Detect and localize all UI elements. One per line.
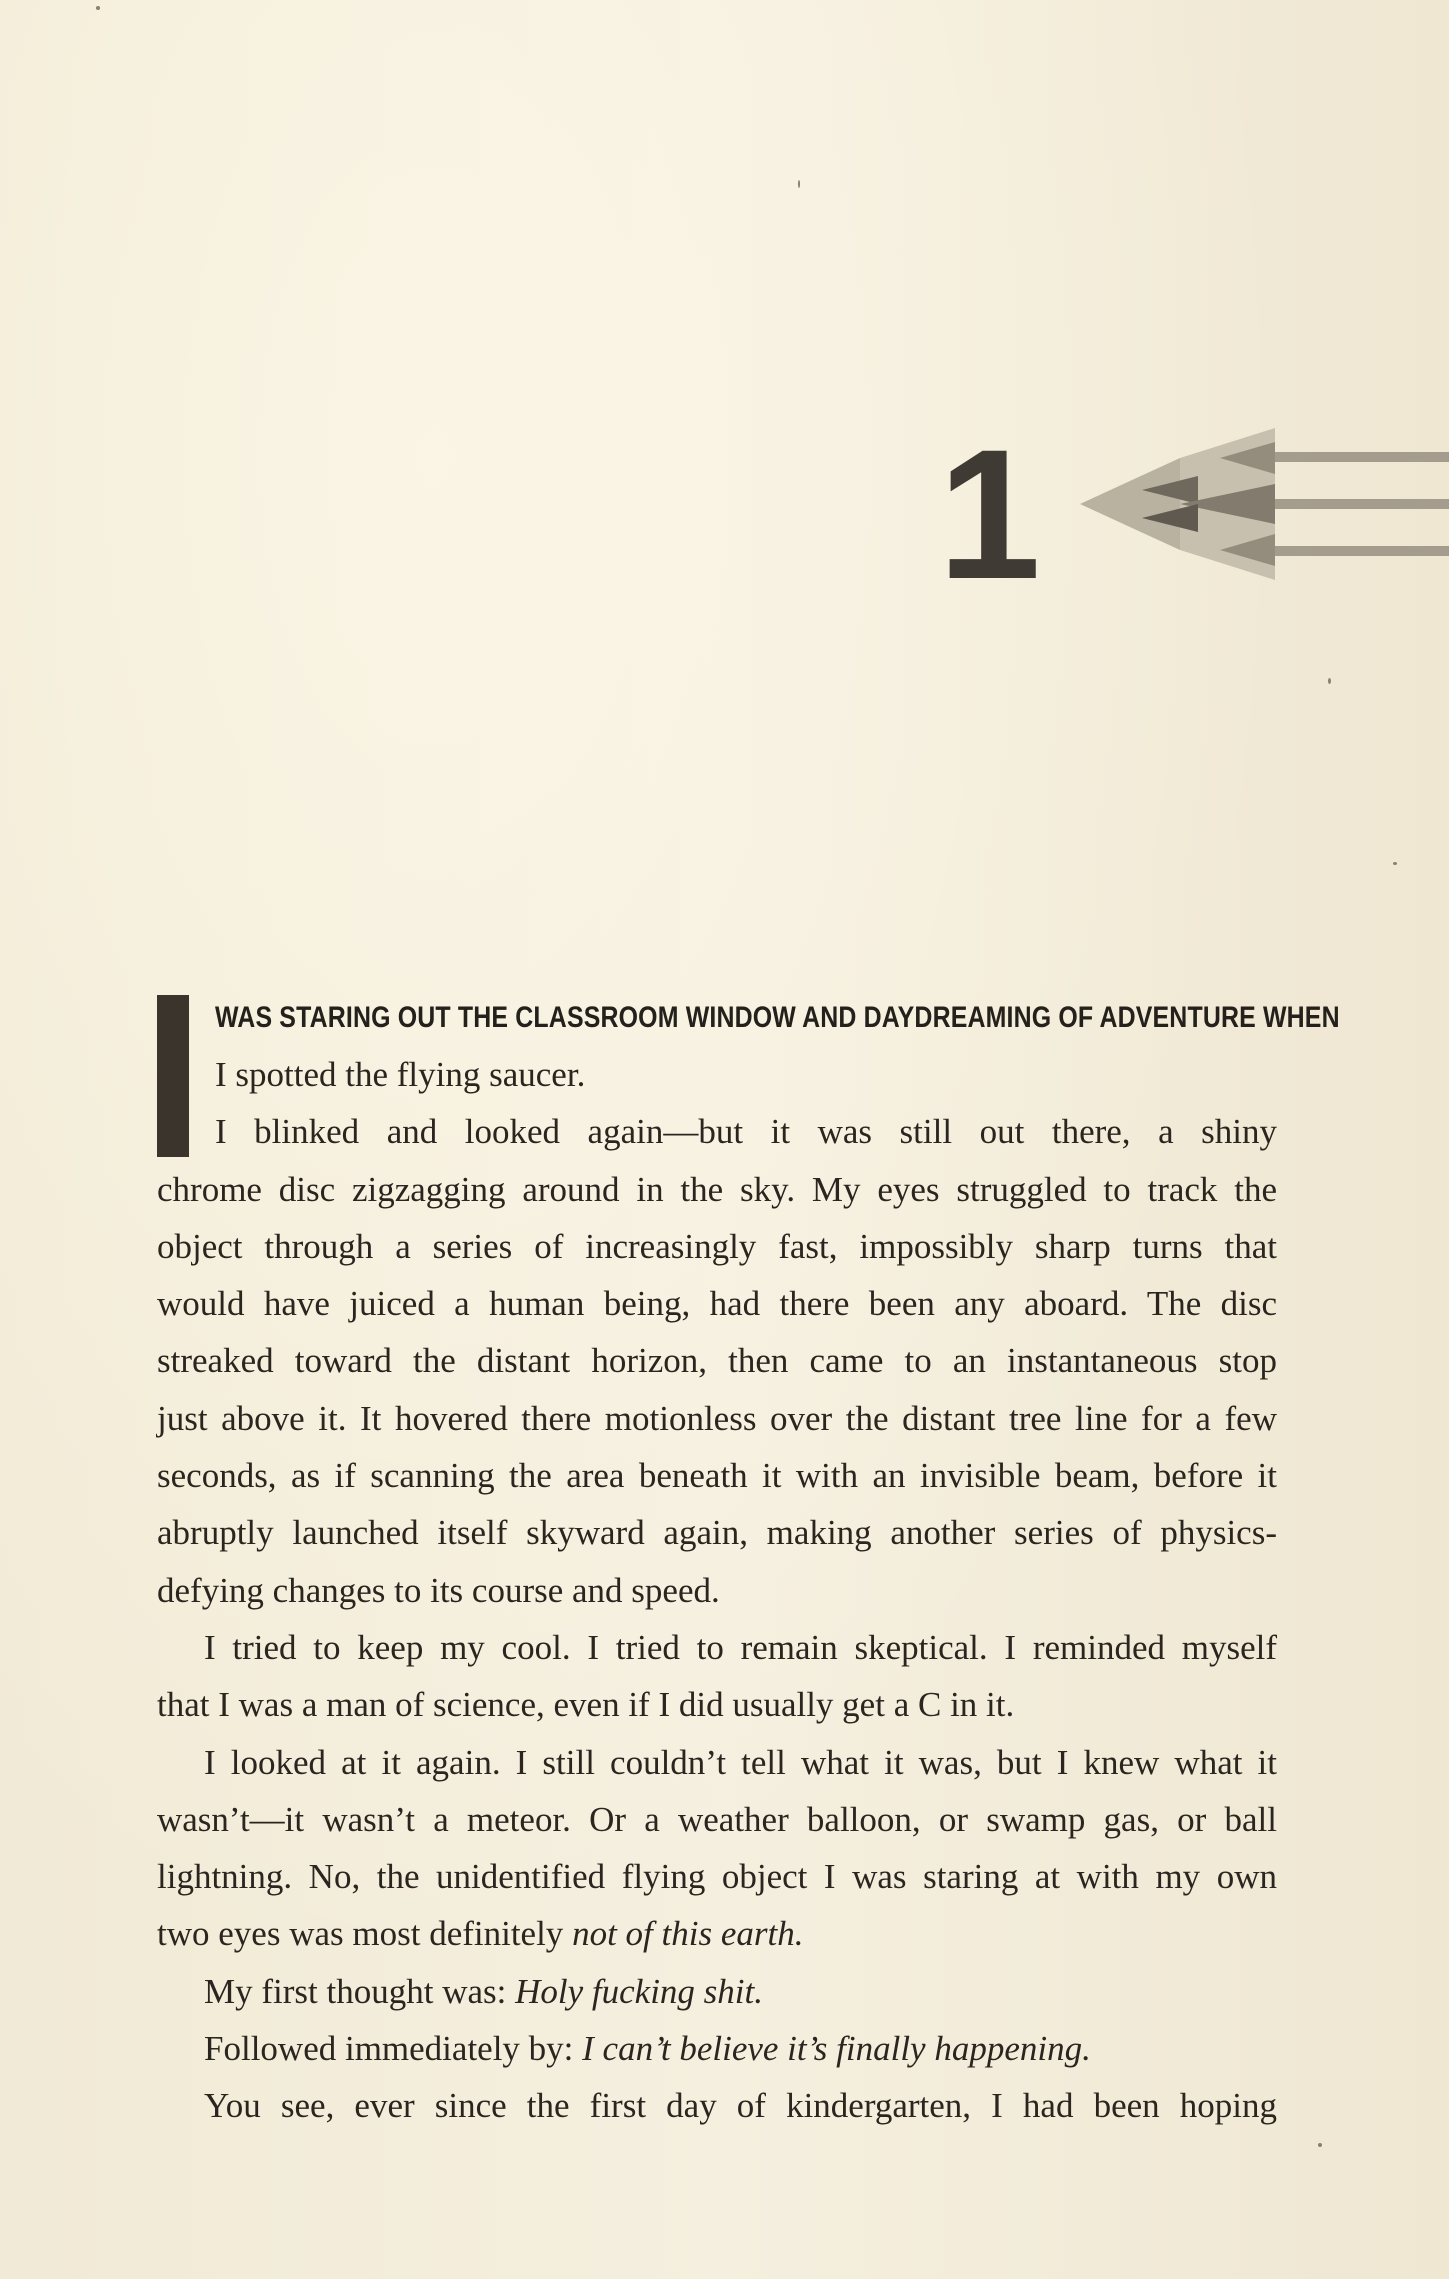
text-run: Followed immediately by:	[204, 2029, 583, 2069]
arrow-ornament-icon	[1080, 428, 1449, 580]
paragraph-line: wasn’t—it wasn’t a meteor. Or a weather balloon, or swamp gas, or ball	[157, 1799, 1277, 1839]
paragraph-line: lightning. No, the unidentified flying object I was staring at with my own	[157, 1857, 1277, 1897]
chapter-text	[157, 990, 1340, 2135]
lead-in-caps: WAS STARING OUT THE CLASSROOM WINDOW AND DAYDREAMING OF ADVENTURE WHEN	[215, 1001, 1340, 1034]
paper-speck	[1393, 862, 1397, 865]
paragraph-line	[204, 2020, 1277, 2077]
paper-speck	[96, 6, 100, 10]
paragraph-line: object through a series of increasingly fast, impossibly sharp turns that	[157, 1226, 1277, 1266]
paragraph-line	[157, 1905, 1277, 1962]
paragraph-line: abruptly launched itself skyward again, making another series of physics-	[157, 1513, 1277, 1553]
paragraph-line: I blinked and looked again—but it was still out there, a shiny	[215, 1112, 1277, 1152]
paper-speck	[1318, 2143, 1322, 2147]
paragraph-line: would have juiced a human being, had there been any aboard. The disc	[157, 1284, 1277, 1324]
paragraph-line: streaked toward the distant horizon, then came to an instantaneous stop	[157, 1341, 1277, 1381]
paragraph-line: chrome disc zigzagging around in the sky. My eyes struggled to track the	[157, 1169, 1277, 1209]
paragraph-line: I tried to keep my cool. I tried to remain skeptical. I reminded myself	[204, 1627, 1277, 1667]
emphasis-text: I can’t believe it’s finally happening.	[582, 2029, 1091, 2069]
paragraph-line: I looked at it again. I still couldn’t tell what it was, but I knew what it	[204, 1742, 1277, 1782]
paragraph-line: defying changes to its course and speed.	[157, 1570, 720, 1610]
dropcap-letter	[157, 995, 189, 1157]
paper-speck	[1328, 678, 1331, 684]
emphasis-text: Holy fucking shit.	[515, 1971, 763, 2011]
paragraph-line: just above it. It hovered there motionless over the distant tree line for a few	[157, 1398, 1277, 1438]
paragraph-line: that I was a man of science, even if I did usually get a C in it.	[157, 1685, 1015, 1725]
lead-in-continuation: I spotted the flying saucer.	[215, 1055, 586, 1094]
emphasis-text: not of this earth.	[572, 1914, 804, 1954]
text-run: My first thought was:	[204, 1971, 516, 2011]
paragraph-line: You see, ever since the first day of kindergarten, I had been hoping	[204, 2086, 1277, 2126]
paper-speck	[798, 180, 800, 188]
text-run: two eyes was most definitely	[157, 1914, 573, 1954]
paragraph-line: seconds, as if scanning the area beneath it with an invisible beam, before it	[157, 1456, 1277, 1496]
paragraph-line	[204, 1963, 1277, 2020]
chapter-number: 1	[938, 412, 1037, 618]
